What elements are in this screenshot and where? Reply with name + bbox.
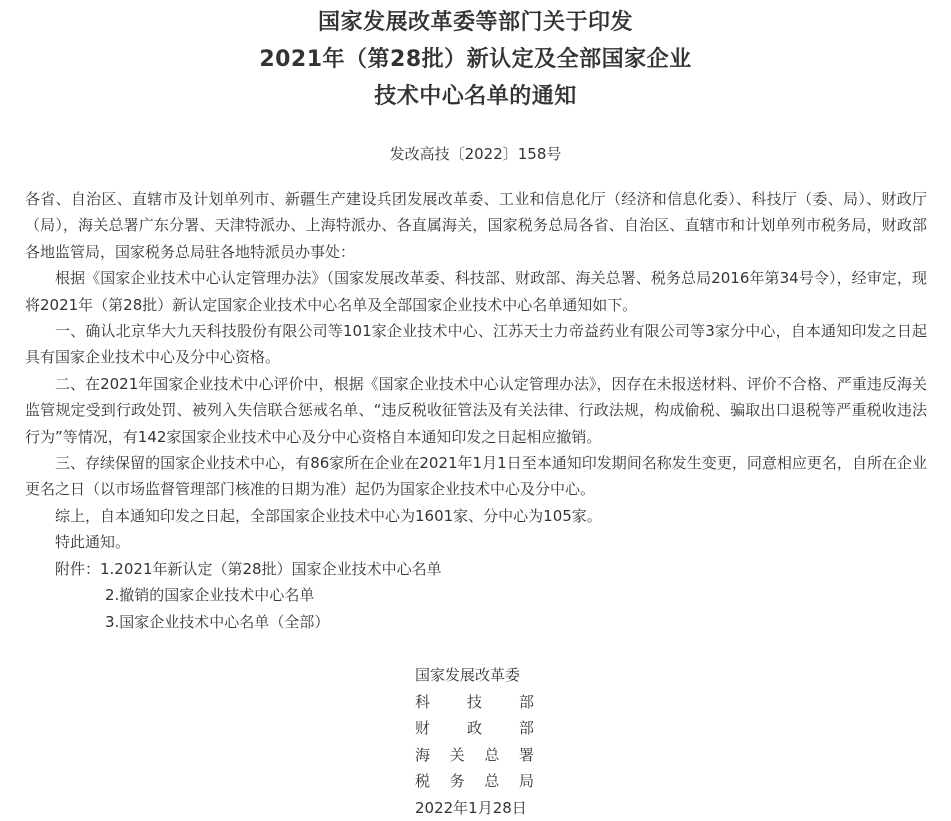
recipients-paragraph: 各省、自治区、直辖市及计划单列市、新疆生产建设兵团发展改革委、工业和信息化厅（经济和信息化委）、科技厅（委、局）、财政厅（局），海关总署广东分署、天津特派办、上海特派办、各直属海关，国家税务总局各省、自治区、直辖市和计划单列市税务局，财政部各地监管局，国家税务总局驻各地特派员办事处： — [25, 190, 927, 261]
item-two-paragraph: 二、在2021年国家企业技术中心评价中，根据《国家企业技术中心认定管理办法》，因存在未报送材料、评价不合格、严重违反海关监管规定受到行政处罚、被列入失信联合惩戒名单、“违反税收征管法及有关法律、行政法规，构成偷税、骗取出口退税等严重税收违法行为”等情况，有142家国家企业技术中心及分中心资格自本通知印发之日起相应撤销。 — [25, 374, 927, 446]
signature-block — [415, 662, 555, 821]
closing-paragraph: 特此通知。 — [55, 533, 131, 552]
notice-title — [0, 4, 951, 115]
signer-char: 关 — [449, 745, 465, 764]
signer-char: 署 — [518, 745, 534, 764]
signer-char: 总 — [484, 745, 500, 764]
signer-char: 局 — [518, 772, 534, 790]
signer-char: 财 — [415, 719, 431, 737]
attachment-2: 2.撤销的国家企业技术中心名单 — [105, 586, 315, 605]
title-line-3: 技术中心名单的通知 — [374, 84, 577, 109]
signer-customs — [415, 742, 534, 769]
notice-body — [25, 186, 927, 635]
signer-char: 部 — [518, 719, 534, 737]
signer-char: 总 — [484, 772, 500, 790]
signer-char: 技 — [466, 692, 482, 711]
signer-ndrc: 国家发展改革委 — [415, 666, 521, 684]
signer-most — [415, 689, 534, 716]
document-number: 发改高技〔2022〕158号 — [389, 145, 562, 163]
signer-char: 税 — [415, 772, 431, 790]
title-line-2: 2021年（第28批）新认定及全部国家企业 — [259, 47, 692, 72]
title-line-1: 国家发展改革委等部门关于印发 — [317, 10, 633, 35]
signer-char: 海 — [415, 745, 431, 764]
signer-char: 部 — [518, 692, 534, 711]
item-three-paragraph: 三、存续保留的国家企业技术中心，有86家所在企业在2021年1月1日至本通知印发期间名称发生变更，同意相应更名，自所在企业更名之日（以市场监督管理部门核准的日期为准）起仍为国家企业技术中心及分中心。 — [25, 454, 927, 499]
signer-char: 科 — [415, 692, 431, 711]
summary-paragraph: 综上，自本通知印发之日起，全部国家企业技术中心为1601家、分中心为105家。 — [55, 506, 602, 525]
signer-char: 务 — [449, 772, 465, 790]
issue-date: 2022年1月28日 — [415, 798, 527, 817]
attachment-1: 附件：1.2021年新认定（第28批）国家企业技术中心名单 — [55, 559, 442, 578]
signer-mof — [415, 715, 534, 742]
basis-paragraph: 根据《国家企业技术中心认定管理办法》（国家发展改革委、科技部、财政部、海关总署、税务总局2016年第34号令），经审定，现将2021年（第28批）新认定国家企业技术中心名单及全部国家企业技术中心名单通知如下。 — [25, 269, 927, 314]
signer-char: 政 — [466, 719, 482, 737]
attachment-3: 3.国家企业技术中心名单（全部） — [105, 612, 330, 631]
signer-sat — [415, 768, 534, 795]
item-one-paragraph: 一、确认北京华大九天科技股份有限公司等101家企业技术中心、江苏天士力帝益药业有限公司等3家分中心，自本通知印发之日起具有国家企业技术中心及分中心资格。 — [25, 322, 927, 367]
